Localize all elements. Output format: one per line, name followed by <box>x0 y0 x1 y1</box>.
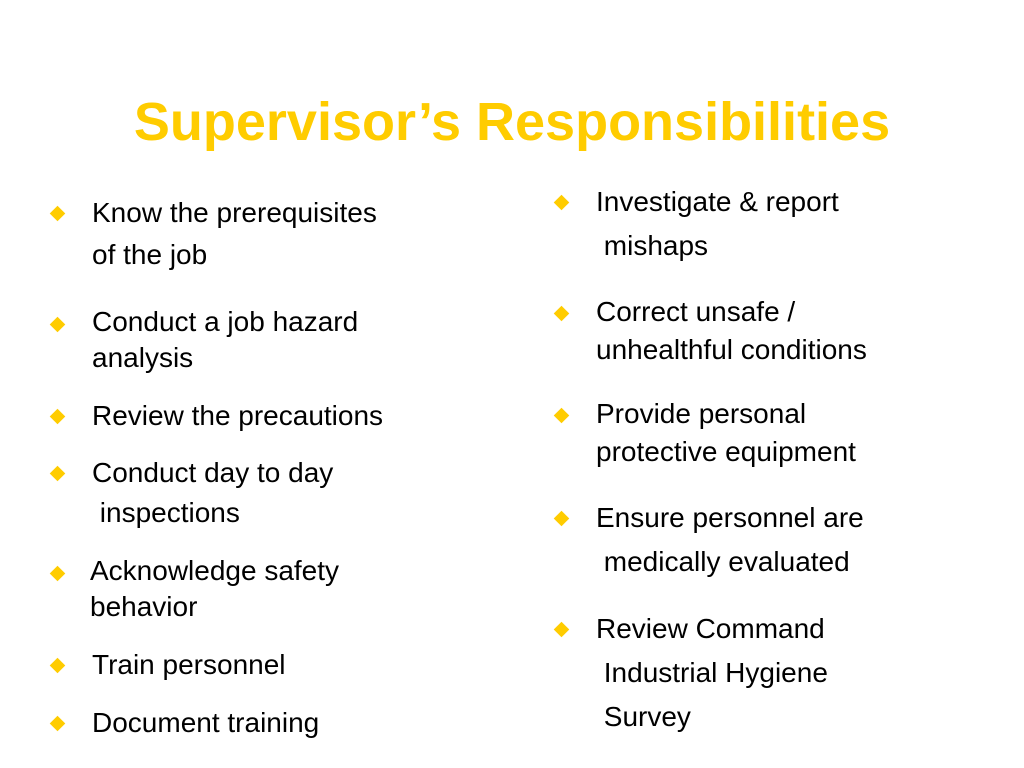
bullet-line: Ensure personnel are <box>596 502 864 533</box>
bullet-line: Investigate & report <box>596 186 839 217</box>
bullet-item-left-3 <box>52 396 383 436</box>
bullet-item-right-2 <box>556 293 867 369</box>
bullet-item-left-1 <box>52 193 377 275</box>
bullet-line: Review the precautions <box>92 400 384 431</box>
bullet-line: Correct unsafe / <box>596 296 796 327</box>
bullet-item-left-2 <box>52 304 358 376</box>
bullet-line: medically evaluated <box>596 546 850 577</box>
bullet-line: Acknowledge safety <box>90 555 340 586</box>
bullet-line: behavior <box>90 591 198 622</box>
bullet-line: inspections <box>92 497 240 528</box>
bullet-item-right-3 <box>556 395 856 471</box>
bullet-line: Train personnel <box>92 649 286 680</box>
bullet-line: unhealthful conditions <box>596 334 867 365</box>
bullet-line: analysis <box>92 342 194 373</box>
bullet-line: Conduct a job hazard <box>92 306 359 337</box>
bullet-item-left-7 <box>52 703 319 743</box>
bullet-line: Review Command <box>596 613 825 644</box>
bullet-line: protective equipment <box>596 436 856 467</box>
bullet-line: Know the prerequisites <box>92 197 377 228</box>
bullet-line: Conduct day to day <box>92 457 334 488</box>
bullet-item-right-5 <box>556 609 828 737</box>
bullet-line: Document training <box>92 707 320 738</box>
bullet-line: Survey <box>596 701 691 732</box>
bullet-line: Industrial Hygiene <box>596 657 828 688</box>
slide-title: Supervisor’s Responsibilities <box>133 92 891 152</box>
bullet-line: Provide personal <box>596 398 807 429</box>
bullet-line: of the job <box>92 239 208 270</box>
bullet-item-left-4 <box>52 453 333 533</box>
bullet-item-right-1 <box>556 182 839 266</box>
bullet-line: mishaps <box>596 230 709 261</box>
bullet-item-right-4 <box>556 498 864 582</box>
bullet-item-left-5 <box>52 553 339 625</box>
bullet-item-left-6 <box>52 645 286 685</box>
